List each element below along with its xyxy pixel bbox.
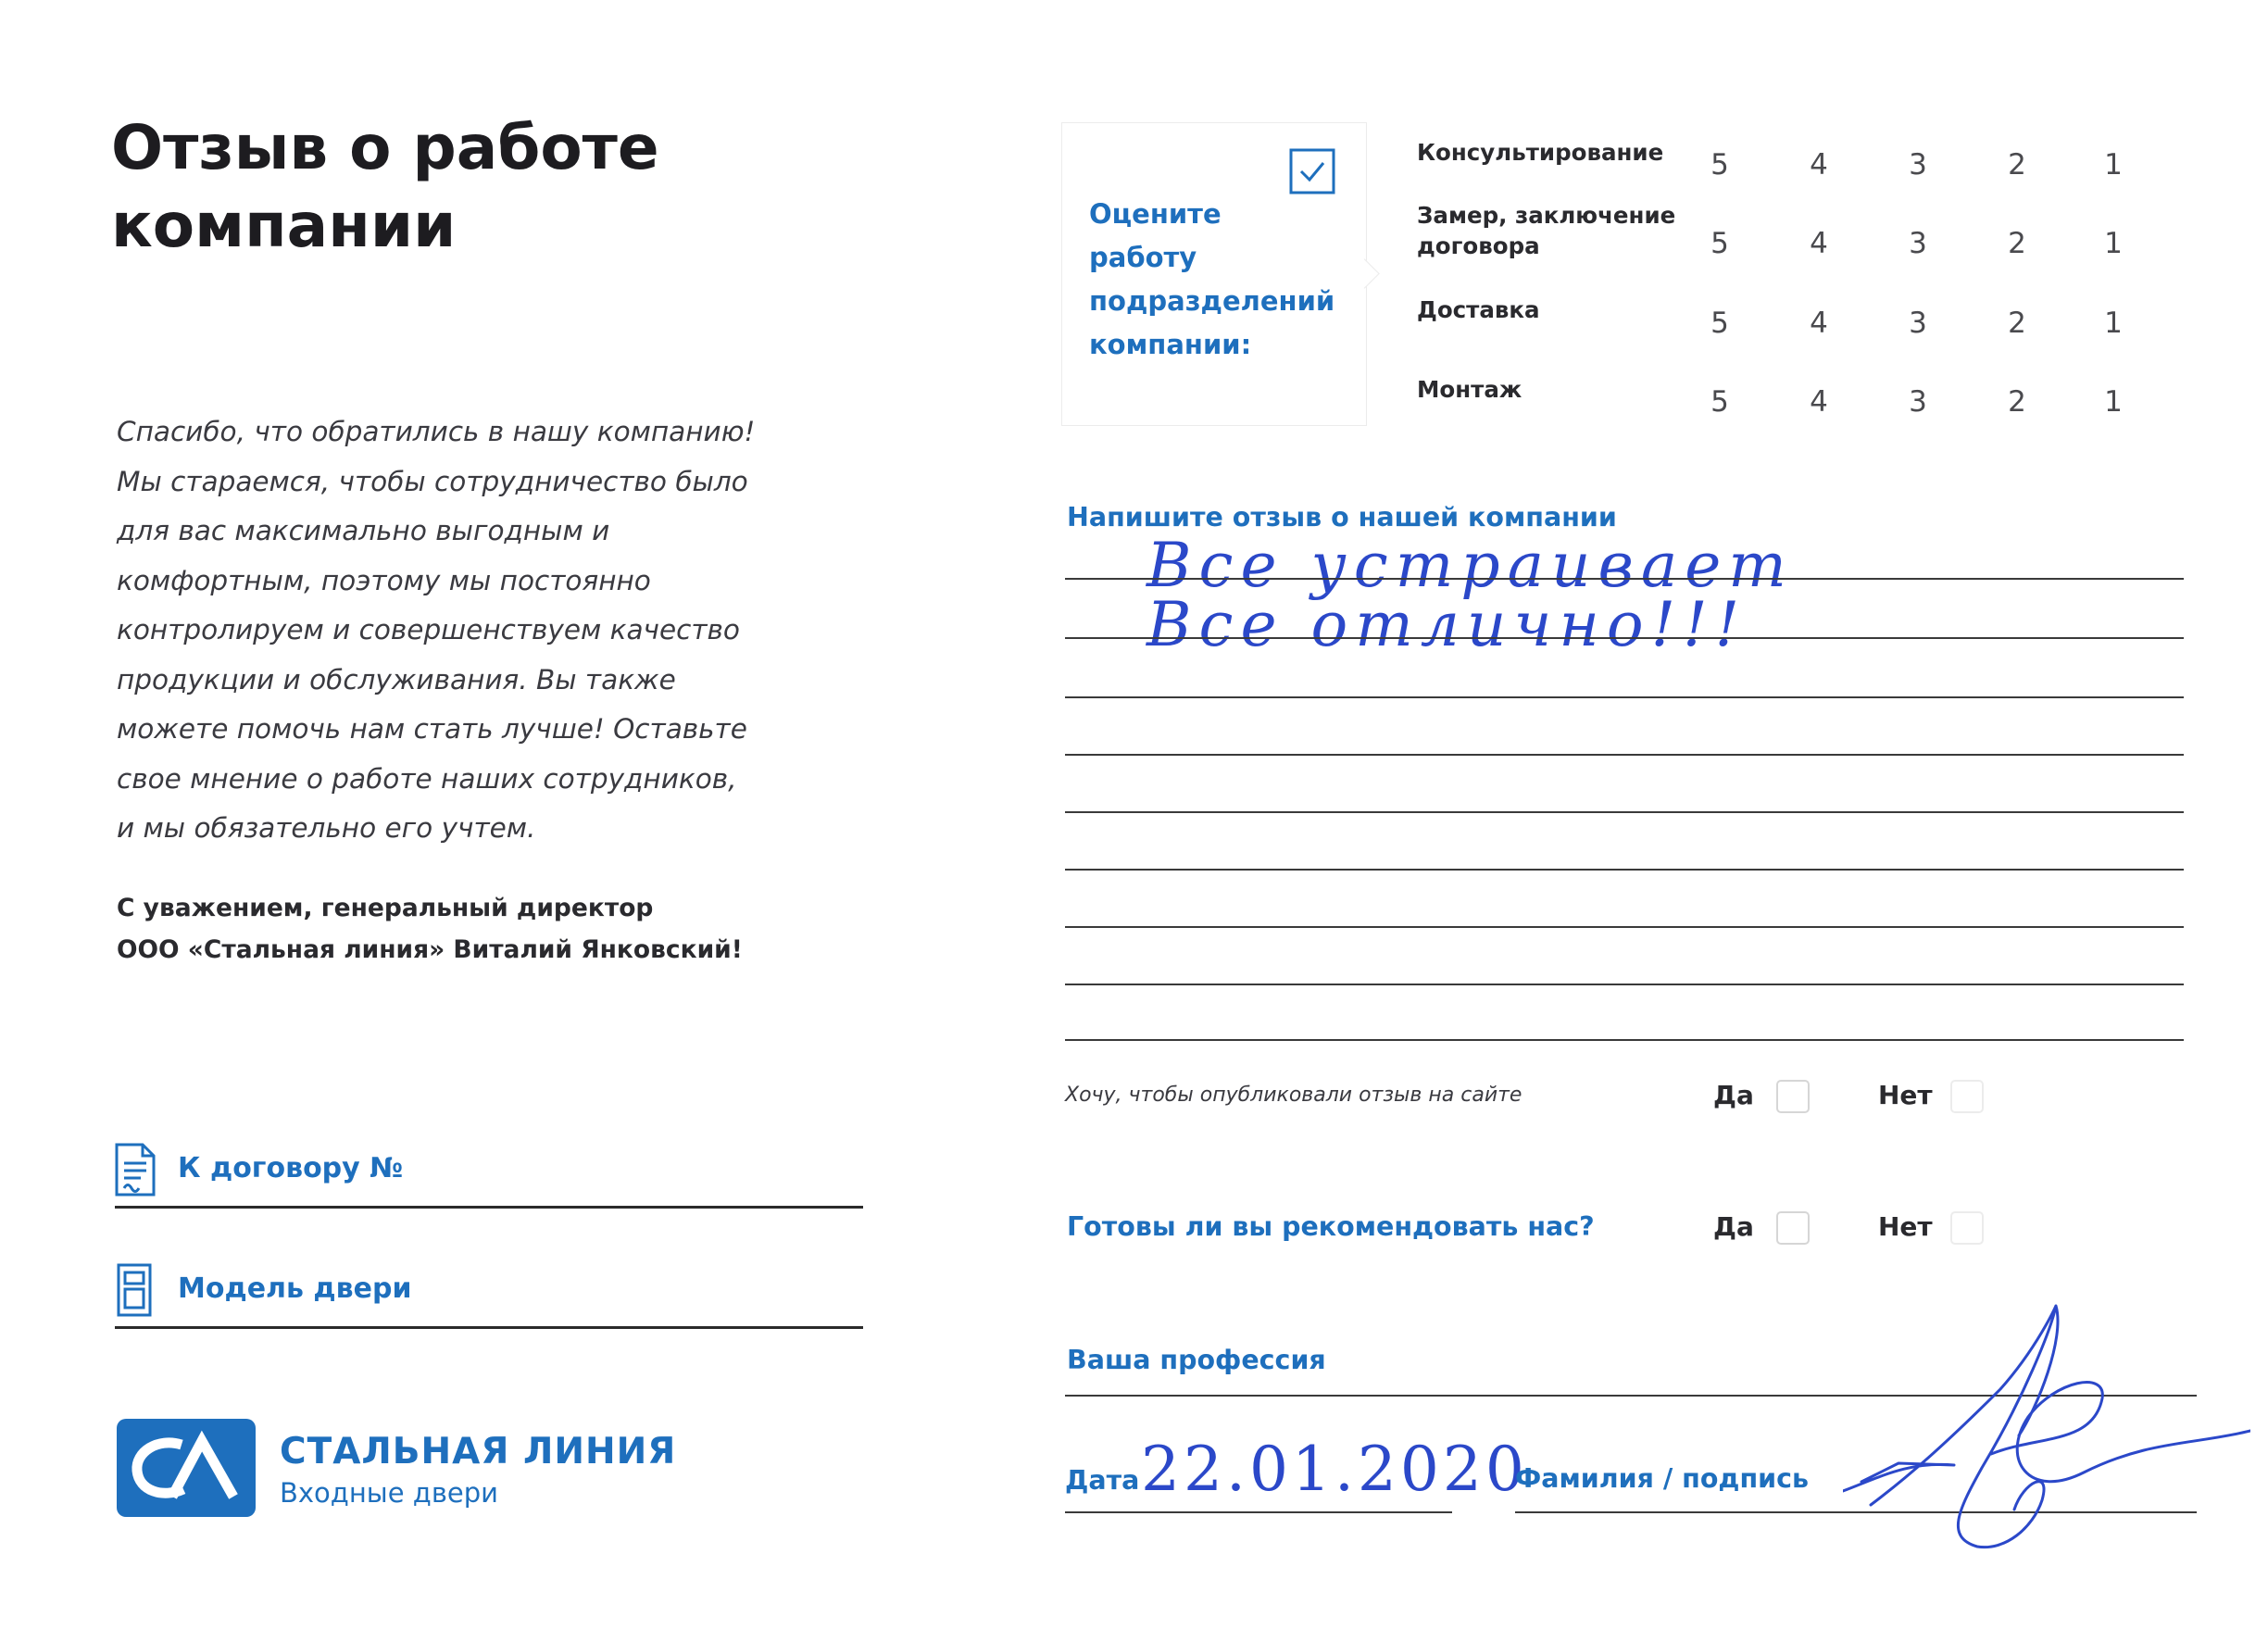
score-2[interactable]: 2 (2008, 148, 2026, 182)
score-3[interactable]: 3 (1909, 148, 1927, 182)
score-5[interactable]: 5 (1710, 385, 1729, 419)
title-line-1: Отзыв о работе (111, 112, 659, 183)
criterion-label: Монтаж (1417, 376, 1522, 403)
recommend-question: Готовы ли вы рекомендовать нас? (1067, 1211, 1595, 1242)
review-line[interactable] (1065, 578, 2184, 580)
profession-label: Ваша профессия (1067, 1345, 1326, 1375)
review-line[interactable] (1065, 984, 2184, 985)
score-5[interactable]: 5 (1710, 148, 1729, 182)
intro-line: контролируем и совершенствуем качество (117, 614, 740, 645)
intro-text (117, 407, 848, 854)
contract-number-label: К договору № (178, 1152, 404, 1184)
prompt-line: Оцените (1089, 198, 1222, 230)
company-logo-icon (117, 1419, 256, 1517)
score-5[interactable]: 5 (1710, 227, 1729, 260)
signature-line-2: ООО «Стальная линия» Виталий Янковский! (117, 935, 743, 964)
publish-no-checkbox[interactable] (1950, 1080, 1984, 1113)
contract-number-field[interactable] (115, 1141, 863, 1209)
score-3[interactable]: 3 (1909, 385, 1927, 419)
door-icon (115, 1263, 156, 1317)
review-line[interactable] (1065, 637, 2184, 639)
review-handwriting-line-1[interactable]: Все устраивает (1147, 530, 1794, 601)
intro-line: свое мнение о работе наших сотрудников, (117, 762, 737, 795)
intro-line: для вас максимально выгодным и (117, 515, 610, 546)
rating-prompt (1089, 193, 1367, 367)
intro-line: продукции и обслуживания. Вы также (117, 663, 676, 695)
score-4[interactable]: 4 (1810, 148, 1828, 182)
recommend-yes-checkbox[interactable] (1776, 1211, 1810, 1245)
intro-line: Спасибо, что обратились в нашу компанию! (117, 416, 756, 447)
score-4[interactable]: 4 (1810, 307, 1828, 340)
review-label: Напишите отзыв о нашей компании (1067, 502, 1617, 533)
review-line[interactable] (1065, 811, 2184, 813)
publish-question: Хочу, чтобы опубликовали отзыв на сайте (1065, 1084, 1522, 1107)
score-1[interactable]: 1 (2104, 227, 2123, 260)
publish-no-label: Нет (1878, 1080, 1933, 1110)
criterion-consulting (1417, 137, 1685, 168)
review-line[interactable] (1065, 926, 2184, 928)
prompt-line: подразделений (1089, 285, 1335, 317)
score-1[interactable]: 1 (2104, 385, 2123, 419)
criterion-installation (1417, 374, 1685, 405)
page-title (111, 109, 852, 265)
score-2[interactable]: 2 (2008, 385, 2026, 419)
director-signature-text (117, 887, 858, 971)
brand-subtitle: Входные двери (280, 1477, 499, 1509)
date-input-line[interactable] (1065, 1511, 1452, 1513)
publish-yes-checkbox[interactable] (1776, 1080, 1810, 1113)
date-label: Дата (1065, 1465, 1140, 1496)
recommend-yes-label: Да (1713, 1211, 1754, 1242)
score-4[interactable]: 4 (1810, 385, 1828, 419)
name-signature-label: Фамилия / подпись (1515, 1463, 1810, 1494)
review-line[interactable] (1065, 869, 2184, 871)
score-2[interactable]: 2 (2008, 307, 2026, 340)
score-3[interactable]: 3 (1909, 227, 1927, 260)
recommend-no-checkbox[interactable] (1950, 1211, 1984, 1245)
intro-line: комфортным, поэтому мы постоянно (117, 564, 651, 596)
title-line-2: компании (111, 190, 457, 261)
score-5[interactable]: 5 (1710, 307, 1729, 340)
brand-name: СТАЛЬНАЯ ЛИНИЯ (280, 1431, 677, 1472)
door-model-field[interactable] (115, 1261, 863, 1329)
intro-line: Мы стараемся, чтобы сотрудничество было (117, 465, 748, 497)
review-handwriting-line-2[interactable]: Все отлично!!! (1147, 589, 1748, 660)
review-line[interactable] (1065, 754, 2184, 756)
intro-line: можете помочь нам стать лучше! Оставьте (117, 713, 747, 745)
score-1[interactable]: 1 (2104, 307, 2123, 340)
review-line[interactable] (1065, 696, 2184, 698)
intro-line: и мы обязательно его учтем. (117, 812, 536, 844)
score-3[interactable]: 3 (1909, 307, 1927, 340)
score-4[interactable]: 4 (1810, 227, 1828, 260)
date-value[interactable]: 22.01.2020 (1141, 1434, 1528, 1505)
score-1[interactable]: 1 (2104, 148, 2123, 182)
criterion-measurement (1417, 200, 1685, 261)
score-2[interactable]: 2 (2008, 227, 2026, 260)
criterion-label: Консультирование (1417, 139, 1664, 166)
signature-line-1: С уважением, генеральный директор (117, 894, 654, 922)
door-model-label: Модель двери (178, 1272, 412, 1305)
criterion-delivery (1417, 294, 1685, 325)
recommend-no-label: Нет (1878, 1211, 1933, 1242)
criterion-label: Замер, заключение (1417, 202, 1676, 229)
criterion-label: Доставка (1417, 296, 1540, 323)
publish-yes-label: Да (1713, 1080, 1754, 1110)
checkbox-checked-icon (1289, 148, 1335, 194)
prompt-line: работу (1089, 242, 1197, 273)
prompt-line: компании: (1089, 329, 1252, 360)
handwritten-signature (1843, 1297, 2250, 1574)
criterion-label: договора (1417, 232, 1540, 259)
document-icon (115, 1143, 156, 1197)
review-line[interactable] (1065, 1039, 2184, 1041)
